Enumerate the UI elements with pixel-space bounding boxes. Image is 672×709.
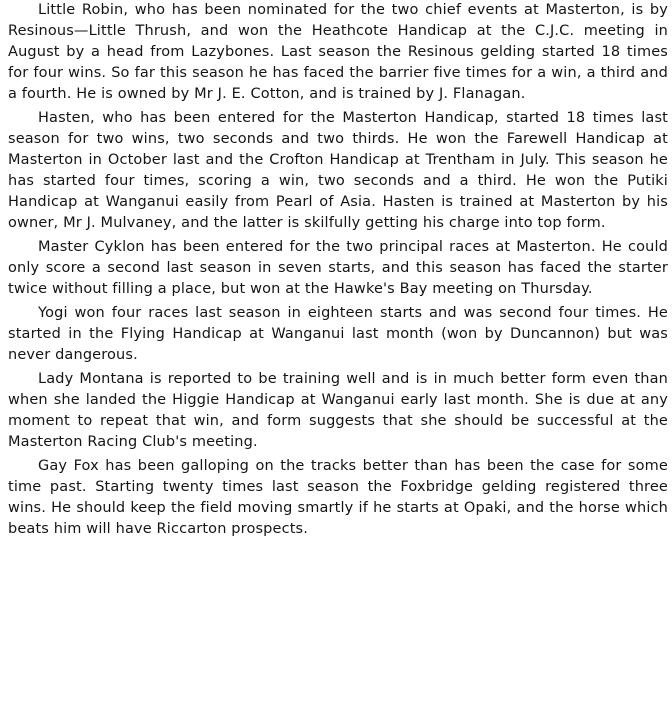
paragraph-lady-montana: Lady Montana is reported to be training well and is in much better form even than when she landed the Higgie Handicap at Wanganui early last month. She is due at any moment to repeat that win, and form suggests that she should be successful at the Masterton Racing Club's meeting. bbox=[8, 371, 668, 450]
paragraph-little-robin: Little Robin, who has been nominated for the two chief events at Masterton, is by Resinous—Little Thrush, and won the Heathcote Handicap at the C.J.C. meeting in August by a head from Lazybones. Last season the Resinous gelding started 18 times for four wins. So far this season he has faced the barrier five times for a win, a third and a fourth. He is owned by Mr J. E. Cotton, and is trained by J. Flanagan. bbox=[8, 2, 668, 102]
paragraph-hasten: Hasten, who has been entered for the Masterton Handicap, started 18 times last season for two wins, two seconds and two thirds. He won the Farewell Handicap at Masterton in October last and the Crofton Handicap at Trentham in July. This season he has started four times, scoring a win, two seconds and a third. He won the Putiki Handicap at Wanganui easily from Pearl of Asia. Hasten is trained at Masterton by his owner, Mr J. Mulvaney, and the latter is skilfully getting his charge into top form. bbox=[8, 110, 668, 231]
paragraph-master-cyklon: Master Cyklon has been entered for the two principal races at Masterton. He could only score a second last season in seven starts, and this season has faced the starter twice without filling a place, but won at the Hawke's Bay meeting on Thursday. bbox=[8, 239, 668, 297]
paragraph-yogi: Yogi won four races last season in eighteen starts and was second four times. He started in the Flying Handicap at Wanganui last month (won by Duncannon) but was never dangerous. bbox=[8, 305, 668, 363]
paragraph-gay-fox: Gay Fox has been galloping on the tracks better than has been the case for some time past. Starting twenty times last season the Foxbridge gelding registered three wins. He should keep the field moving smartly if he starts at Opaki, and the horse which beats him will have Riccarton prospects. bbox=[8, 458, 668, 537]
